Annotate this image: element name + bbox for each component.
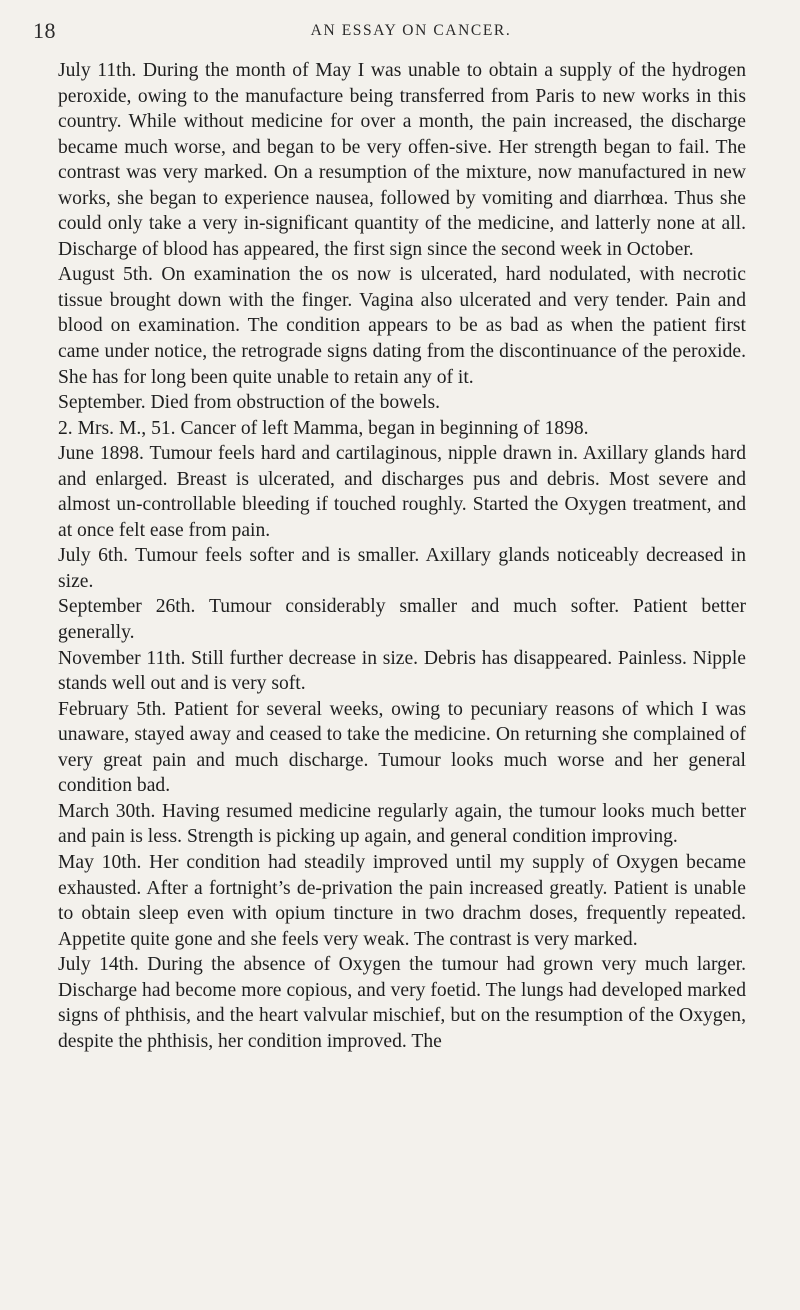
paragraph-february-5: February 5th. Patient for several weeks, owing to pecuniary reasons of which I was unaware, stayed away and ceased to take the medicine. On returning she complained of very great pain and much discharge. Tumour looks much worse and her general condition bad. [58, 698, 746, 797]
paragraph-july-11: July 11th. During the month of May I was unable to obtain a supply of the hydrogen peroxide, owing to the manufacture being transferred from Paris to new works in this country. While without medicine for over a month, the pain increased, the discharge became much worse, and began to be very offen-sive. Her strength began to fail. The contrast was very marked. On a resumption of the mixture, now manufactured in new works, she began to experience nausea, followed by vomiting and diarrhœa. Thus she could only take a very in-significant quantity of the medicine, and latterly none at all. Discharge of blood has appeared, the first sign since the second week in October. [58, 60, 746, 260]
page-body [58, 58, 746, 1054]
paragraph-september: September. Died from obstruction of the bowels. [58, 392, 441, 414]
paragraph-july-6: July 6th. Tumour feels softer and is smaller. Axillary glands noticeably decreased in size. [58, 545, 746, 592]
page-number: 18 [33, 18, 56, 43]
paragraph-case-2-heading: 2. Mrs. M., 51. Cancer of left Mamma, began in beginning of 1898. [58, 417, 589, 439]
paragraph-may-10: May 10th. Her condition had steadily improved until my supply of Oxygen became exhausted. After a fortnight’s de-privation the pain increased greatly. Patient is unable to obtain sleep even with opium tincture in two drachm doses, frequently repeated. Appetite quite gone and she feels very weak. The contrast is very marked. [58, 851, 746, 950]
paragraph-september-26: September 26th. Tumour considerably smaller and much softer. Patient better generally. [58, 596, 746, 644]
paragraph-november-11: November 11th. Still further decrease in size. Debris has disappeared. Painless. Nipple stands well out and is very soft. [58, 647, 746, 695]
paragraph-june-1898: June 1898. Tumour feels hard and cartilaginous, nipple drawn in. Axillary glands hard and enlarged. Breast is ulcerated, and discharges pus and debris. Most severe and almost un-controllable bleeding if touched roughly. Started the Oxygen treatment, and at once felt ease from pain. [58, 443, 746, 541]
paragraph-august-5: August 5th. On examination the os now is ulcerated, hard nodulated, with necrotic tissue brought down with the finger. Vagina also ulcerated and very tender. Pain and blood on examination. The condition appears to be as bad as when the patient first came under notice, the retrograde signs dating from the discontinuance of the peroxide. She has for long been quite unable to retain any of it. [58, 264, 746, 388]
running-title: AN ESSAY ON CANCER. [310, 22, 512, 39]
paragraph-march-30: March 30th. Having resumed medicine regularly again, the tumour looks much better and pain is less. Strength is picking up again, and general condition improving. [58, 800, 746, 848]
paragraph-july-14: July 14th. During the absence of Oxygen the tumour had grown very much larger. Discharge had become more copious, and very foetid. The lungs had developed marked signs of phthisis, and the heart valvular mischief, but on the resumption of the Oxygen, despite the phthisis, her condition improved. The [58, 954, 746, 1052]
